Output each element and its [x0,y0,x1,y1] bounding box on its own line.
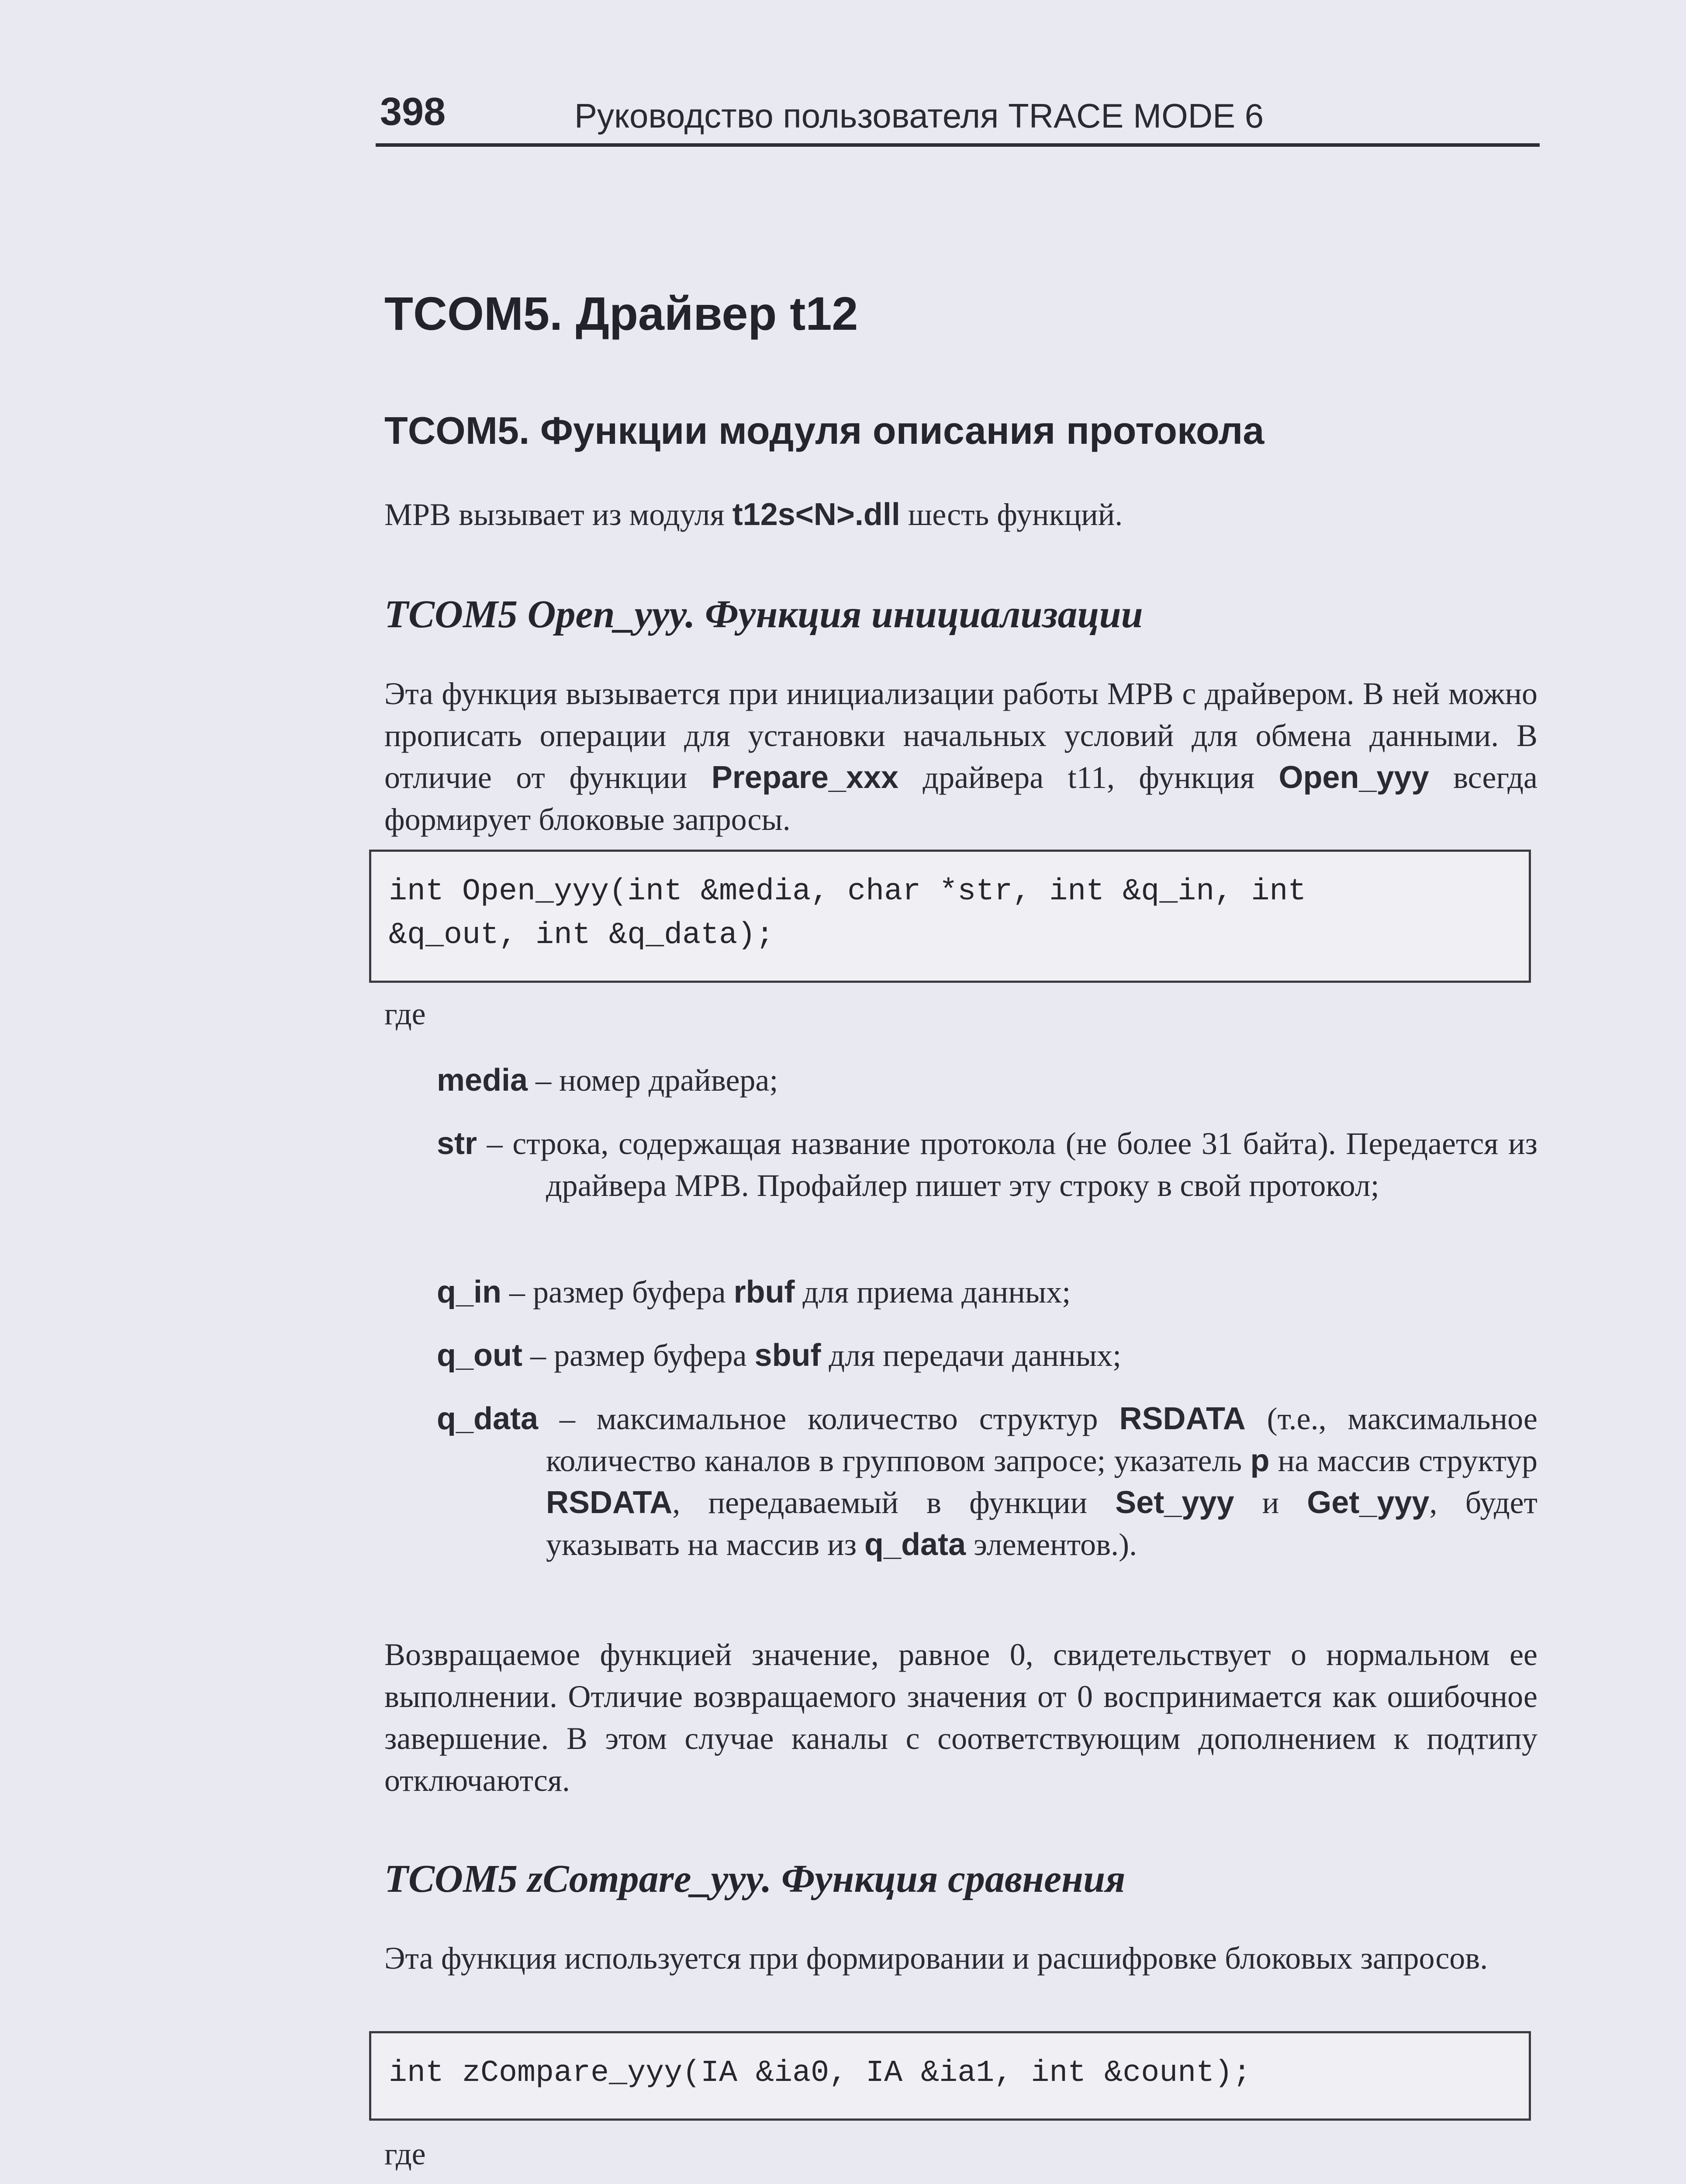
param-bold: Get_yyy [1307,1485,1430,1520]
param-bold: q_data [864,1527,966,1562]
header-rule [376,143,1540,147]
open-code-block [369,850,1531,983]
param-bold: RSDATA [1119,1401,1246,1436]
section-title: TCOM5. Функции модуля описания протокола [384,409,1264,452]
param-bold: p [1250,1443,1270,1478]
param-name: q_in [437,1275,502,1310]
where-label: где [384,996,426,1031]
param-name: media [437,1063,528,1098]
param-bold: RSDATA [546,1485,673,1520]
intro-paragraph [384,494,1537,536]
param-text: элементов.). [966,1527,1137,1562]
param-text: , будет указывать на массив из [546,1485,1537,1562]
open-desc-text-2: драйвера t11, функция [898,760,1279,795]
param-name: q_out [437,1338,522,1373]
param-text: (т.е., максимальное количество каналов в групповом запросе; указатель [546,1401,1537,1478]
param-text-2: для передачи данных; [821,1338,1122,1373]
param-name-2: sbuf [754,1338,821,1373]
param-text: , передаваемый в функции [672,1485,1116,1520]
param-text: – номер драйвера; [528,1063,778,1098]
page-number: 398 [380,90,446,134]
param-text: – размер буфера [501,1275,734,1310]
param-text: на массив структур [1269,1443,1537,1478]
code-line: int zCompare_yyy(IA &ia0, IA &ia1, int &count); [389,2056,1251,2091]
intro-module-name: t12s<N>.dll [732,497,900,532]
open-desc-text-3: всегда формирует блоковые запросы. [384,760,1537,837]
open-desc-bold-1: Prepare_xxx [711,760,899,795]
where-label: где [384,2136,426,2171]
param-str [437,1123,1537,1206]
running-header [376,87,1540,153]
compare-heading: TCOM5 zCompare_yyy. Функция сравнения [384,1857,1126,1901]
compare-code-block [369,2031,1531,2121]
param-bold: Set_yyy [1115,1485,1234,1520]
open-heading: TCOM5 Open_yyy. Функция инициализации [384,593,1143,636]
param-name: q_data [437,1401,539,1436]
intro-text-2: шесть функций. [900,497,1123,532]
param-text: и [1234,1485,1307,1520]
param-text: – размер буфера [522,1338,755,1373]
param-text-2: для приема данных; [795,1275,1071,1310]
chapter-title: TCOM5. Драйвер t12 [384,287,858,340]
open-return-paragraph: Возвращаемое функцией значение, равное 0, свидетельствует о нормальном ее выполнении. Отличие возвращаемого значения от 0 воспринимается как ошибочное завершение. В этом случае каналы с соответствующим дополнением к подтипу отключаются. [384,1637,1537,1798]
param-text: – строка, содержащая название протокола (не более 31 байта). Передается из драйвера МРВ. Профайлер пишет эту строку в свой протокол; [477,1126,1537,1203]
param-text: – максимальное количество структур [538,1401,1119,1436]
intro-text-1: МРВ вызывает из модуля [384,497,732,532]
open-description [384,673,1537,840]
open-desc-bold-2: Open_yyy [1278,760,1429,795]
param-name-2: rbuf [733,1275,795,1310]
param-q-data [437,1398,1537,1565]
compare-description: Эта функция используется при формировании и расшифровке блоковых запросов. [384,1941,1488,1976]
param-q-in [437,1271,1537,1313]
code-line: &q_out, int &q_data); [389,918,774,953]
open-desc-text-1: Эта функция вызывается при инициализации работы МРВ с драйвером. В ней можно прописать операции для установки начальных условий для обмена данными. В отличие от функции [384,676,1537,795]
param-media [437,1059,1537,1101]
param-q-out [437,1334,1537,1376]
param-name: str [437,1126,477,1161]
running-title: Руководство пользователя TRACE MODE 6 [574,97,1264,135]
code-line: int Open_yyy(int &media, char *str, int &q_in, int [389,874,1306,909]
